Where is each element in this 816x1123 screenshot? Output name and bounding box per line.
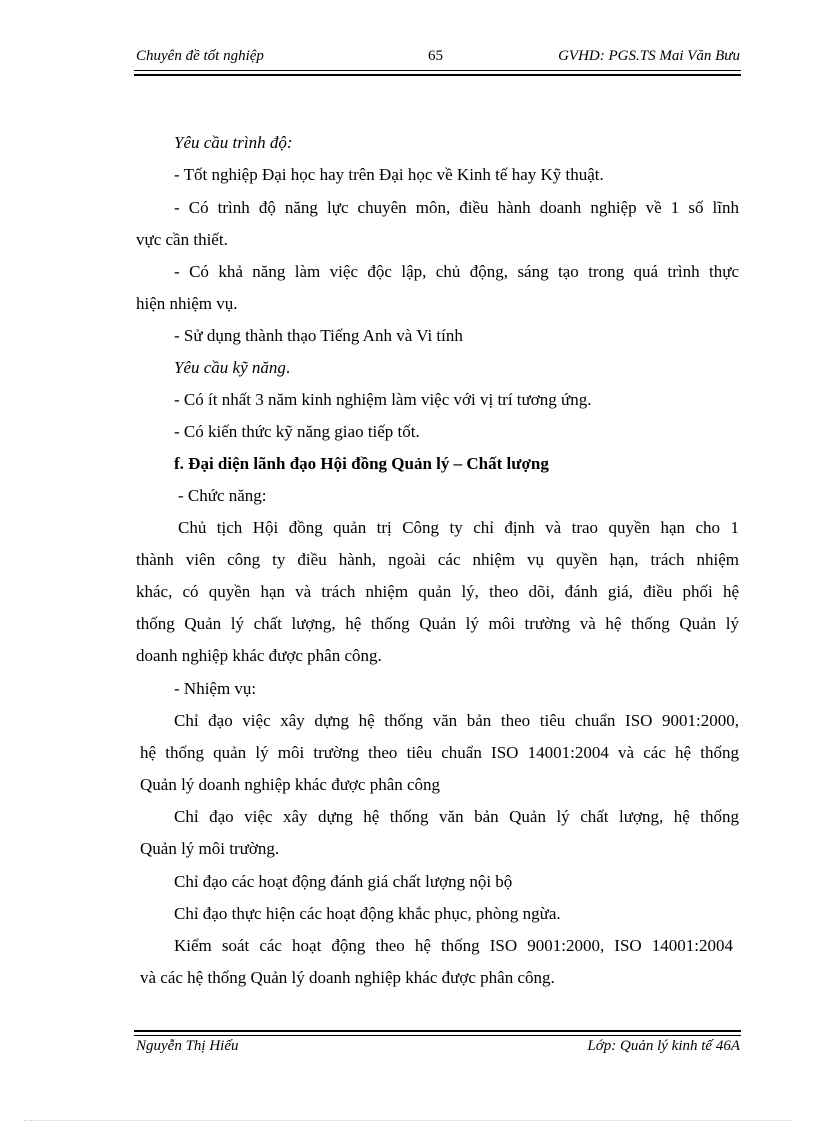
req-skill-item-2: - Có kiến thức kỹ năng giao tiếp tốt. xyxy=(174,422,420,441)
header-rule-thin xyxy=(134,70,741,71)
req-skill-title-text: Yêu cầu kỹ năng xyxy=(174,358,286,377)
req-level-item-2a: - Có trình độ năng lực chuyên môn, điều hành doanh nghiệp về 1 số lĩnh xyxy=(174,198,739,217)
duty-1-line-2: hệ thống quản lý môi trường theo tiêu chuẩn ISO 14001:2004 và các hệ thống xyxy=(140,743,739,762)
footer-rule-thick xyxy=(134,1030,741,1032)
footer-class: Lớp: Quản lý kinh tế 46A xyxy=(587,1038,740,1054)
duty-5-line-2: và các hệ thống Quản lý doanh nghiệp khác được phân công. xyxy=(140,968,555,987)
req-level-item-2b: vực cần thiết. xyxy=(136,230,228,249)
req-skill-title-period: . xyxy=(285,358,291,377)
function-paragraph-line-5: doanh nghiệp khác được phân công. xyxy=(136,646,382,665)
duty-label: - Nhiệm vụ: xyxy=(174,679,257,698)
function-paragraph-line-3: khác, có quyền hạn và trách nhiệm quản lý, theo dõi, đánh giá, điều phối hệ xyxy=(136,582,739,601)
function-paragraph-line-2: thành viên công ty điều hành, ngoài các nhiệm vụ quyền hạn, trách nhiệm xyxy=(136,550,739,569)
page-header xyxy=(136,48,740,70)
function-paragraph-line-4: thống Quản lý chất lượng, hệ thống Quản lý môi trường và hệ thống Quản lý xyxy=(136,614,739,633)
footer-rule-thin xyxy=(134,1035,741,1036)
duty-5-line-1: Kiểm soát các hoạt động theo hệ thống ISO 9001:2000, ISO 14001:2004 xyxy=(174,936,733,955)
header-document-title: Chuyên đề tốt nghiệp xyxy=(136,48,264,64)
duty-4: Chỉ đạo thực hiện các hoạt động khắc phục, phòng ngừa. xyxy=(174,904,561,923)
req-level-title: Yêu cầu trình độ: xyxy=(174,133,293,152)
req-level-item-3b: hiện nhiệm vụ. xyxy=(136,294,238,313)
footer-author: Nguyễn Thị Hiếu xyxy=(136,1038,239,1054)
function-label: - Chức năng: xyxy=(178,486,267,505)
duty-2-line-2: Quản lý môi trường. xyxy=(140,839,280,858)
header-rule-thick xyxy=(134,74,741,76)
req-level-item-3a: - Có khả năng làm việc độc lập, chủ động, sáng tạo trong quá trình thực xyxy=(174,262,739,281)
duty-3: Chỉ đạo các hoạt động đánh giá chất lượng nội bộ xyxy=(174,872,513,891)
section-heading: f. Đại diện lãnh đạo Hội đồng Quản lý – Chất lượng xyxy=(174,454,549,473)
duty-2-line-1: Chỉ đạo việc xây dựng hệ thống văn bản Quản lý chất lượng, hệ thống xyxy=(174,807,739,826)
req-skill-item-1: - Có ít nhất 3 năm kinh nghiệm làm việc với vị trí tương ứng. xyxy=(174,390,592,409)
duty-1-line-3: Quản lý doanh nghiệp khác được phân công xyxy=(140,775,441,794)
page-number: 65 xyxy=(428,48,443,64)
req-level-item-4: - Sử dụng thành thạo Tiếng Anh và Vi tính xyxy=(174,326,463,345)
req-level-item-1: - Tốt nghiệp Đại học hay trên Đại học về Kinh tế hay Kỹ thuật. xyxy=(174,165,604,184)
page-edge-divider xyxy=(24,1120,792,1121)
function-paragraph-line-1: Chủ tịch Hội đồng quản trị Công ty chỉ định và trao quyền hạn cho 1 xyxy=(178,518,739,537)
header-supervisor: GVHD: PGS.TS Mai Văn Bưu xyxy=(558,48,740,64)
req-skill-title xyxy=(174,358,290,378)
duty-1-line-1: Chỉ đạo việc xây dựng hệ thống văn bản theo tiêu chuẩn ISO 9001:2000, xyxy=(174,711,739,730)
